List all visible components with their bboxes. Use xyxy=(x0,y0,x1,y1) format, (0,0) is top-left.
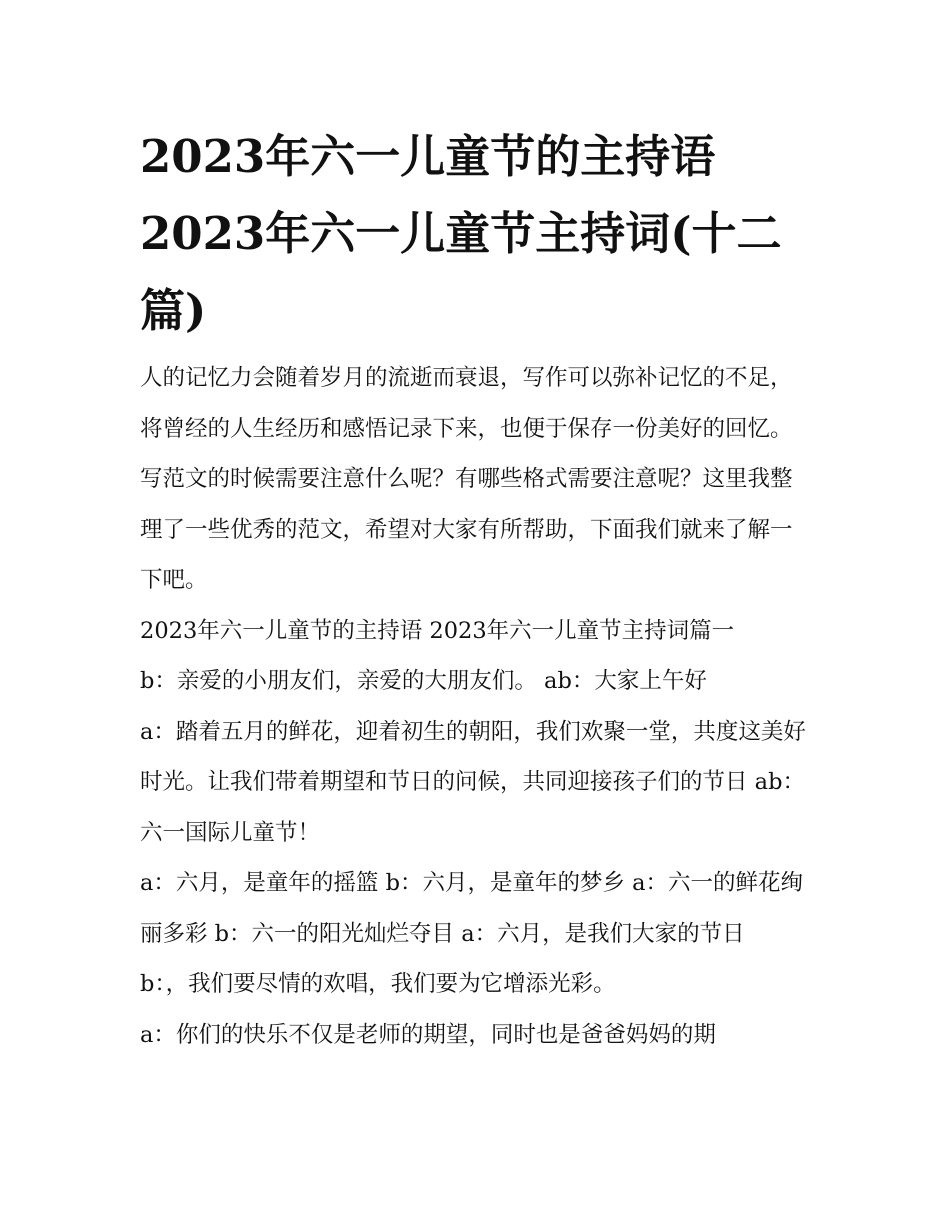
document-body xyxy=(140,353,812,1060)
section-heading: 2023年六一儿童节的主持语 2023年六一儿童节主持词篇一 xyxy=(140,617,735,644)
dialogue-paragraph: a：你们的快乐不仅是老师的期望，同时也是爸爸妈妈的期 xyxy=(140,1021,716,1048)
dialogue-paragraph: a：踏着五月的鲜花，迎着初生的朝阳，我们欢聚一堂，共度这美好时光。让我们带着期望和节日的问候，共同迎接孩子们的节日 ab：六一国际儿童节！ xyxy=(140,718,806,846)
intro-paragraph: 人的记忆力会随着岁月的流逝而衰退，写作可以弥补记忆的不足，将曾经的人生经历和感悟记录下来，也便于保存一份美好的回忆。写范文的时候需要注意什么呢？有哪些格式需要注意呢？这里我整理了一些优秀的范文，希望对大家有所帮助，下面我们就来了解一下吧。 xyxy=(140,365,793,593)
dialogue-paragraph: b：，我们要尽情的欢唱，我们要为它增添光彩。 xyxy=(140,971,616,997)
dialogue-paragraph: a：六月，是童年的摇篮 b：六月，是童年的梦乡 a：六一的鲜花绚丽多彩 b：六一的阳光灿烂夺目 a：六月，是我们大家的节日 xyxy=(140,870,804,947)
dialogue-paragraph: b：亲爱的小朋友们，亲爱的大朋友们。 ab：大家上午好 xyxy=(140,668,707,694)
document-page xyxy=(140,118,812,1060)
document-title: 2023年六一儿童节的主持语 2023年六一儿童节主持词(十二篇) xyxy=(140,130,782,337)
